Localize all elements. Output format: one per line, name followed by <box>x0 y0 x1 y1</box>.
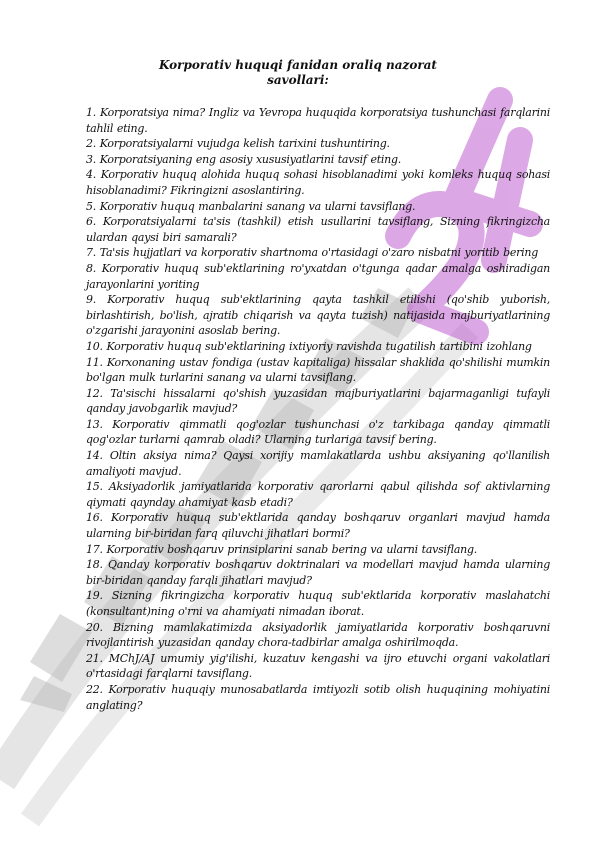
question-list <box>86 105 550 713</box>
document-title: Korporativ huquqi fanidan oraliq nazorat <box>159 58 437 72</box>
question-item: 17. Korporativ boshqaruv prinsiplarini sanab bering va ularni tavsiflang. <box>86 542 478 556</box>
question-item: 16. Korporativ huquq sub'ektlarida qanday boshqaruv organlari mavjud hamda ularning bir-biridan farq qiluvchi jihatlari bormi? <box>86 511 550 541</box>
question-item: 12. Ta'sischi hissalarni qo'shish yuzasidan majburiyatlarini bajarmaganligi tufayli qanday javobgarlik mavjud? <box>86 386 550 416</box>
question-item: 8. Korporativ huquq sub'ektlarining ro'yxatdan o'tgunga qadar amalga oshiradigan jarayonlarini yoriting <box>86 261 550 291</box>
question-item: 7. Ta'sis hujjatlari va korporativ shartnoma o'rtasidagi o'zaro nisbatni yoritib bering <box>86 246 539 260</box>
question-item: 21. MChJ/AJ umumiy yig'ilishi, kuzatuv kengashi va ijro etuvchi organi vakolatlari o'rtasidagi farqlarni tavsiflang. <box>86 651 550 681</box>
question-item: 10. Korporativ huquq sub'ektlarining ixtiyoriy ravishda tugatilish tartibini izohlang <box>86 339 532 353</box>
question-item: 19. Sizning fikringizcha korporativ huquq sub'ektlarida korporativ maslahatchi (konsultant)ning o'rni va ahamiyati nimadan iborat. <box>86 589 550 618</box>
document-subtitle: savollari: <box>267 73 329 87</box>
question-item: 11. Korxonaning ustav fondiga (ustav kapitaliga) hissalar shaklida qo'shilishi mumkin bo'lgan mulk turlarini sanang va ularni tavsiflang. <box>86 355 550 385</box>
question-item: 15. Aksiyadorlik jamiyatlarida korporativ qarorlarni qabul qilishda sof aktivlarning qiymati qaynday ahamiyat kasb etadi? <box>86 480 550 509</box>
question-item: 5. Korporativ huquq manbalarini sanang va ularni tavsiflang. <box>86 199 416 213</box>
question-item: 22. Korporativ huquqiy munosabatlarda imtiyozli sotib olish huquqining mohiyatini anglating? <box>86 682 550 712</box>
question-item: 9. Korporativ huquq sub'ektlarining qayta tashkil etilishi (qo'shib yuborish, birlashtirish, bo'lish, ajratib chiqarish va qayta tuzish) natijasida majburiyatlarining o'zgarishi jarayonini asoslab bering. <box>86 293 550 338</box>
question-item: 18. Qanday korporativ boshqaruv doktrinalari va modellari mavjud hamda ularning bir-biridan qanday farqli jihatlari mavjud? <box>86 558 550 587</box>
question-item: 2. Korporatsiyalarni vujudga kelish tarixini tushuntiring. <box>86 137 390 151</box>
question-item: 14. Oltin aksiya nima? Qaysi xorijiy mamlakatlarda ushbu aksiyaning qo'llanilish amaliyoti mavjud. <box>86 449 550 478</box>
question-item: 13. Korporativ qimmatli qog'ozlar tushunchasi o'z tarkibaga qanday qimmatli qog'ozlar turlarni qamrab oladi? Ularning turlariga tavsif bering. <box>86 417 550 447</box>
question-item: 4. Korporativ huquq alohida huquq sohasi hisoblanadimi yoki komleks huquq sohasi hisoblanadimi? Fikringizni asoslantiring. <box>86 168 550 197</box>
question-item: 3. Korporatsiyaning eng asosiy xususiyatlarini tavsif eting. <box>86 152 402 166</box>
question-item: 20. Bizning mamlakatimizda aksiyadorlik jamiyatlarida korporativ boshqaruvni rivojlantirish yuzasidan qanday chora-tadbirlar amalga oshirilmoqda. <box>86 620 550 650</box>
question-item: 6. Korporatsiyalarni ta'sis (tashkil) etish usullarini tavsiflang, Sizning fikringizcha ulardan qaysi biri samarali? <box>86 215 550 244</box>
question-item: 1. Korporatsiya nima? Ingliz va Yevropa huquqida korporatsiya tushunchasi farqlarini tahlil eting. <box>86 106 550 135</box>
